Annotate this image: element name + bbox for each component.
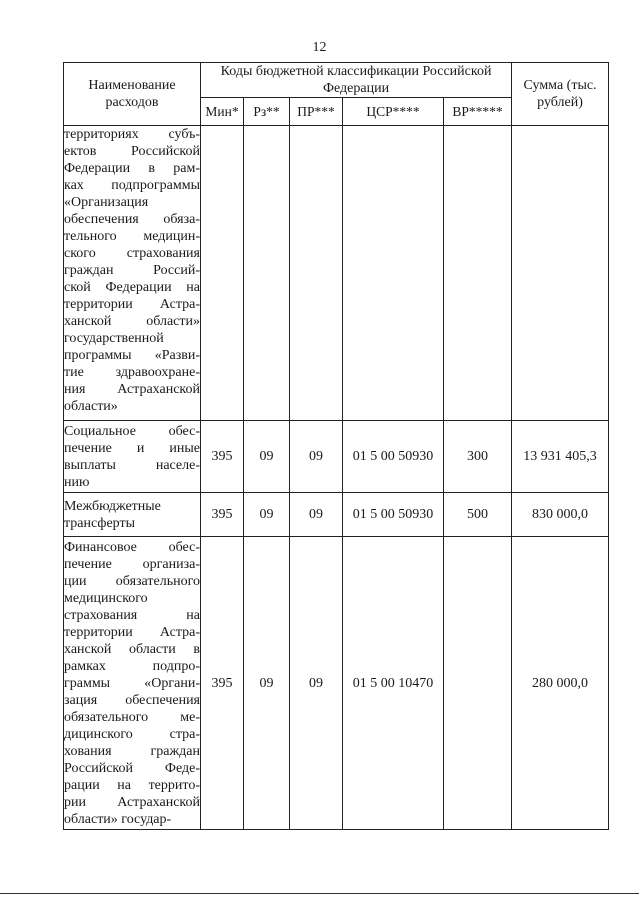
header-pr: ПР***: [290, 98, 343, 126]
code-pr-cell: [290, 126, 343, 421]
sum-cell: [512, 126, 609, 421]
code-min-cell: 395: [201, 493, 244, 537]
expense-name-line: обеспечения обяза-: [64, 212, 200, 227]
code-pr-cell: 09: [290, 493, 343, 537]
expense-name-line: ханской области»: [64, 314, 200, 329]
page-number: 12: [312, 40, 327, 55]
code-rz-cell: 09: [244, 493, 290, 537]
code-csr-cell: 01 5 00 10470: [343, 537, 444, 830]
expense-name-line: территориях субъ-: [64, 127, 200, 142]
expense-name-line: граммы «Органи-: [64, 675, 200, 691]
header-rz: Рз**: [244, 98, 290, 126]
header-sum-column: Сумма (тыс. рублей): [512, 63, 609, 126]
budget-table: [63, 62, 609, 830]
code-vr-cell: 300: [444, 421, 512, 493]
table-row: [64, 421, 609, 493]
code-pr-cell: 09: [290, 537, 343, 830]
expense-name-line: ках подпрограммы: [64, 178, 200, 193]
header-vr: ВР*****: [444, 98, 512, 126]
expense-name-line: медицинского: [64, 590, 148, 606]
expense-name-line: государственной: [64, 331, 164, 346]
expense-name-line: рии Астраханской: [64, 794, 200, 810]
expense-name-line: Российской Феде-: [64, 760, 200, 776]
expense-name-line: хования граждан: [64, 743, 200, 759]
sum-cell: 830 000,0: [512, 493, 609, 537]
expense-name-line: Социальное обес-: [64, 423, 200, 439]
table-row: [64, 537, 609, 830]
expense-name-line: Федерации в рам-: [64, 161, 200, 176]
expense-name-line: ского страхования: [64, 246, 200, 261]
expense-name-line: рации на террито-: [64, 777, 200, 793]
expense-name-cell: [64, 421, 201, 493]
code-min-cell: [201, 126, 244, 421]
code-rz-cell: 09: [244, 537, 290, 830]
expense-name-line: Финансовое обес-: [64, 539, 200, 555]
expense-name-line: территории Астра-: [64, 297, 200, 312]
table-row: [64, 493, 609, 537]
expense-name-line: зация обеспечения: [64, 692, 200, 708]
code-vr-cell: 500: [444, 493, 512, 537]
expense-name-line: территории Астра-: [64, 624, 200, 640]
code-min-cell: 395: [201, 537, 244, 830]
expense-name-line: области»: [64, 399, 118, 414]
code-pr-cell: 09: [290, 421, 343, 493]
expense-name-line: ния Астраханской: [64, 382, 200, 397]
expense-name-cell: [64, 126, 201, 421]
expense-name-line: «Организация: [64, 195, 149, 210]
expense-name-line: дицинского стра-: [64, 726, 200, 742]
expense-name-line: области» государ-: [64, 811, 172, 827]
code-csr-cell: 01 5 00 50930: [343, 493, 444, 537]
expense-name-line: страхования на: [64, 607, 200, 623]
expense-name-line: трансферты: [64, 515, 136, 531]
expense-name-line: печение и иные: [64, 440, 200, 456]
expense-name-line: ции обязательного: [64, 573, 200, 589]
expense-name-line: тельного медицин-: [64, 229, 200, 244]
code-min-cell: 395: [201, 421, 244, 493]
expense-name-line: печение организа-: [64, 556, 200, 572]
expense-name-cell: [64, 493, 201, 537]
code-rz-cell: 09: [244, 421, 290, 493]
header-csr: ЦСР****: [343, 98, 444, 126]
expense-name-line: тие здравоохране-: [64, 365, 200, 380]
expense-name-line: рамках подпро-: [64, 658, 200, 674]
code-csr-cell: [343, 126, 444, 421]
sum-cell: 280 000,0: [512, 537, 609, 830]
expense-name-line: обязательного ме-: [64, 709, 200, 725]
header-codes-group: Коды бюджетной классификации Российской Федерации: [201, 63, 512, 98]
expense-name-line: нию: [64, 474, 90, 490]
expense-name-line: программы «Разви-: [64, 348, 200, 363]
code-vr-cell: [444, 126, 512, 421]
expense-name-line: ской Федерации на: [64, 280, 200, 295]
expense-name-line: ектов Российской: [64, 144, 200, 159]
code-csr-cell: 01 5 00 50930: [343, 421, 444, 493]
table-row: [64, 126, 609, 421]
expense-name-line: Межбюджетные: [64, 498, 161, 514]
header-name-column: Наименование расходов: [64, 63, 201, 126]
expense-name-line: выплаты населе-: [64, 457, 200, 473]
footer-rule: [0, 893, 639, 894]
sum-cell: 13 931 405,3: [512, 421, 609, 493]
expense-name-cell: [64, 537, 201, 830]
header-min: Мин*: [201, 98, 244, 126]
code-rz-cell: [244, 126, 290, 421]
expense-name-line: граждан Россий-: [64, 263, 200, 278]
code-vr-cell: [444, 537, 512, 830]
expense-name-line: ханской области в: [64, 641, 200, 657]
